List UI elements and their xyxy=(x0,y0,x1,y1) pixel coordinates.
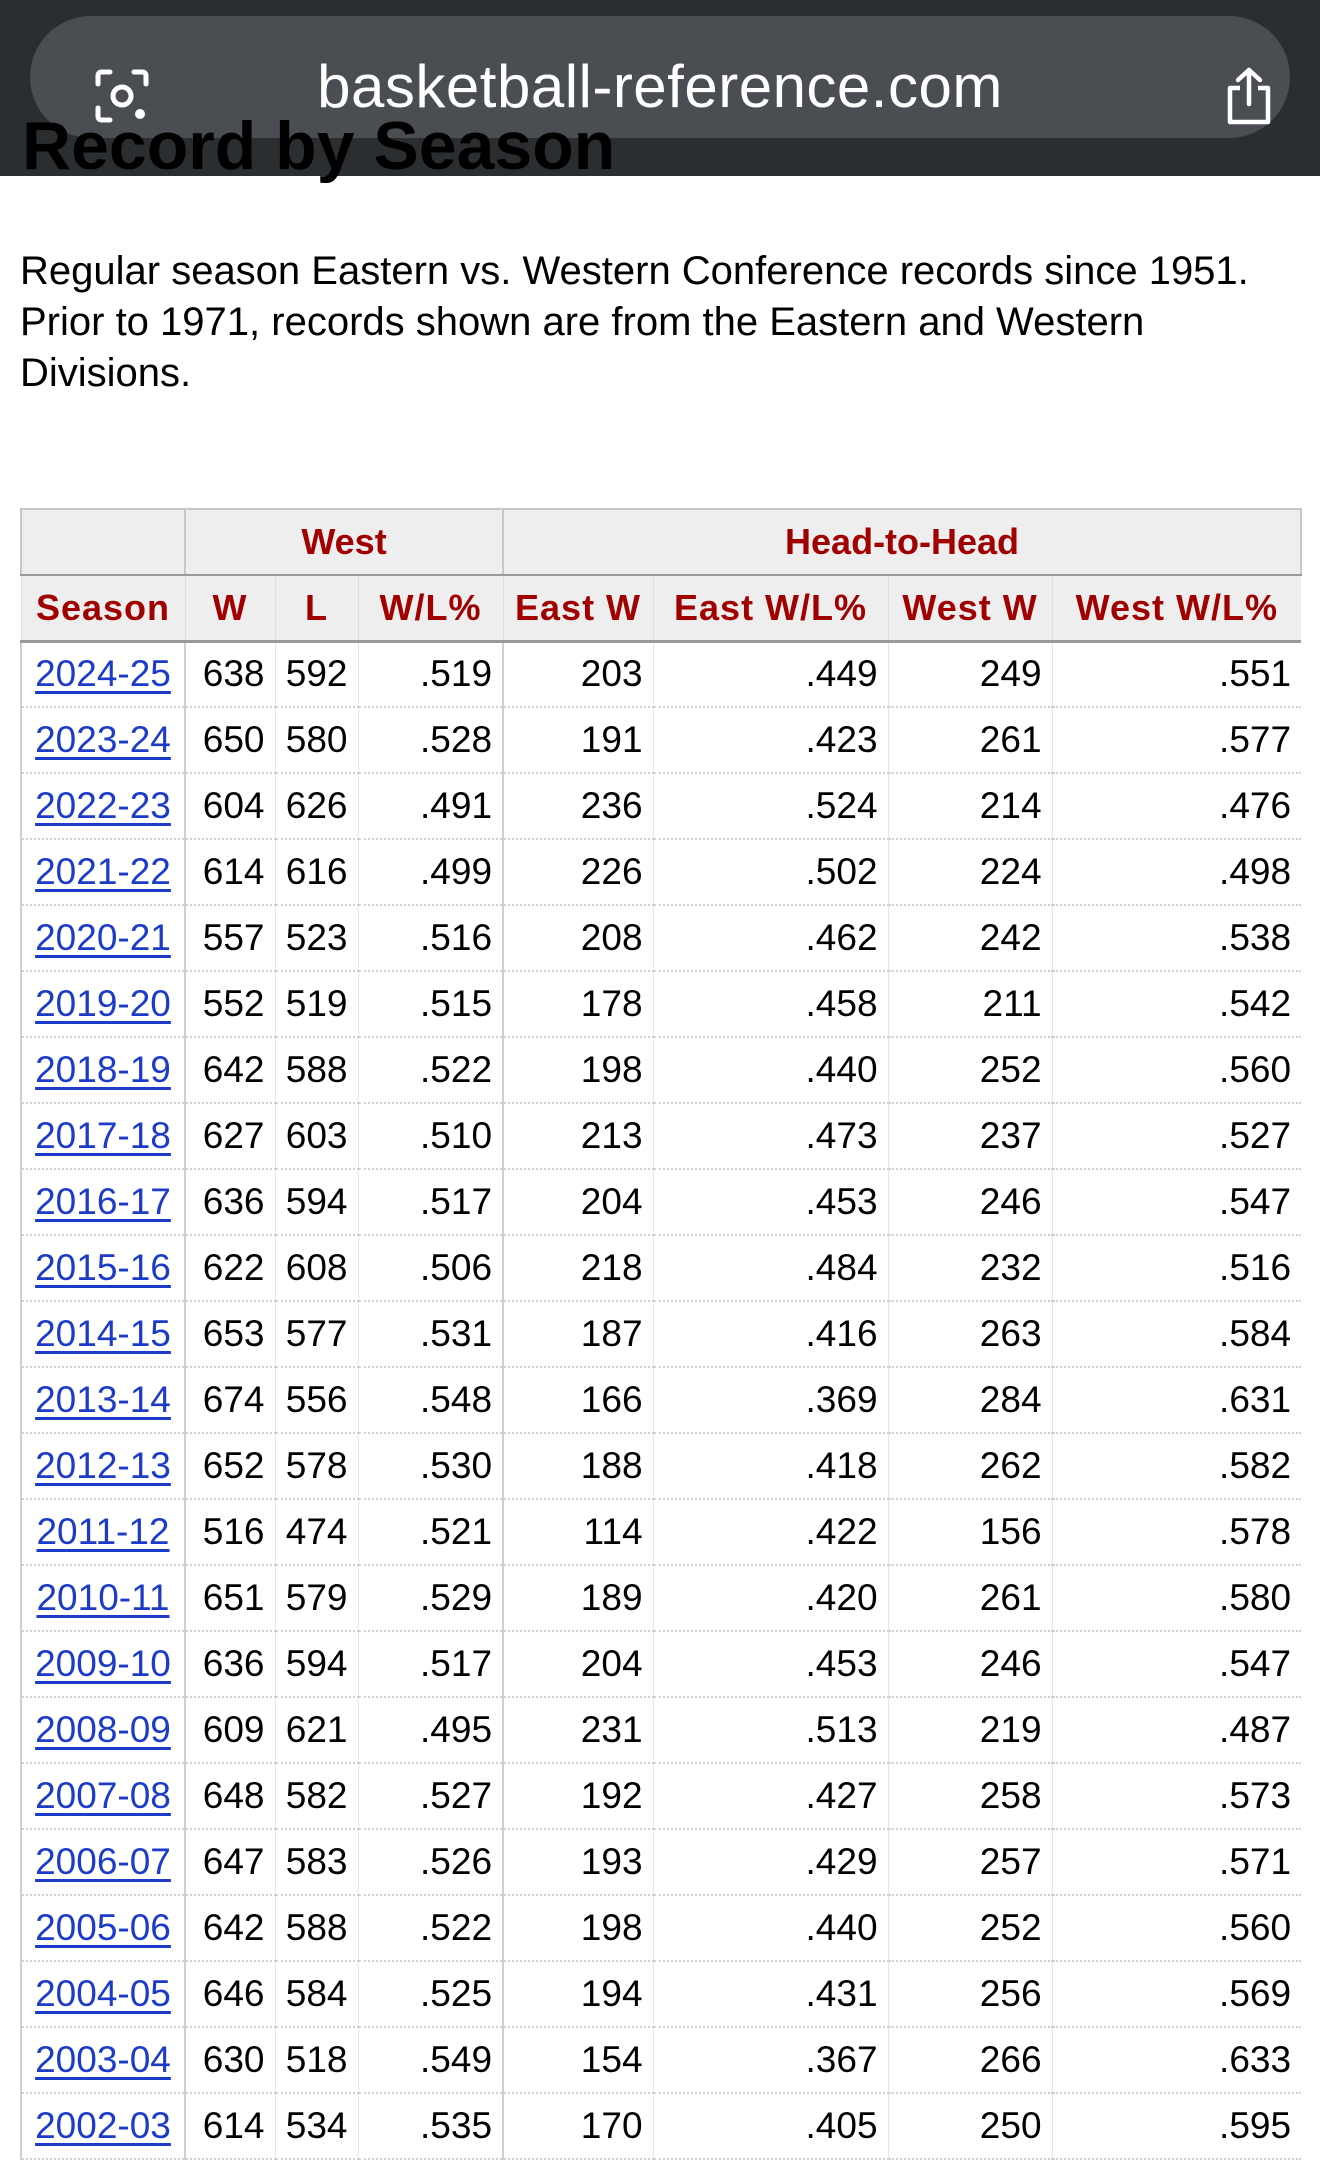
cell-wl-pct: .516 xyxy=(358,905,503,971)
cell-w: 604 xyxy=(185,773,275,839)
cell-l: 608 xyxy=(275,1235,358,1301)
cell-west-w: 219 xyxy=(888,1697,1052,1763)
cell-w: 674 xyxy=(185,1367,275,1433)
cell-wl-pct: .548 xyxy=(358,1367,503,1433)
season-link[interactable]: 2004-05 xyxy=(35,1973,171,2014)
table-row xyxy=(21,1169,1301,1235)
col-east-wl-pct[interactable]: East W/L% xyxy=(653,575,888,641)
cell-east-wl-pct: .423 xyxy=(653,707,888,773)
cell-east-wl-pct: .369 xyxy=(653,1367,888,1433)
season-link[interactable]: 2017-18 xyxy=(35,1115,171,1156)
col-wl-pct[interactable]: W/L% xyxy=(358,575,503,641)
cell-season xyxy=(21,1037,185,1103)
cell-east-w: 154 xyxy=(503,2027,653,2093)
column-header-row xyxy=(21,575,1301,641)
cell-east-wl-pct: .440 xyxy=(653,1037,888,1103)
cell-l: 594 xyxy=(275,1631,358,1697)
cell-w: 557 xyxy=(185,905,275,971)
cell-west-wl-pct: .542 xyxy=(1052,971,1301,1037)
cell-east-wl-pct: .418 xyxy=(653,1433,888,1499)
cell-east-wl-pct: .513 xyxy=(653,1697,888,1763)
cell-east-wl-pct: .449 xyxy=(653,641,888,707)
cell-wl-pct: .495 xyxy=(358,1697,503,1763)
table-row xyxy=(21,773,1301,839)
cell-east-w: 198 xyxy=(503,1037,653,1103)
cell-west-w: 258 xyxy=(888,1763,1052,1829)
table-row xyxy=(21,1301,1301,1367)
cell-west-w: 252 xyxy=(888,1895,1052,1961)
cell-wl-pct: .517 xyxy=(358,1169,503,1235)
season-link[interactable]: 2016-17 xyxy=(35,1181,171,1222)
cell-l: 582 xyxy=(275,1763,358,1829)
cell-l: 603 xyxy=(275,1103,358,1169)
cell-east-w: 194 xyxy=(503,1961,653,2027)
table-row xyxy=(21,905,1301,971)
cell-l: 534 xyxy=(275,2093,358,2159)
cell-w: 622 xyxy=(185,1235,275,1301)
cell-w: 614 xyxy=(185,2093,275,2159)
season-link[interactable]: 2022-23 xyxy=(35,785,171,826)
cell-east-w: 236 xyxy=(503,773,653,839)
cell-west-w: 232 xyxy=(888,1235,1052,1301)
cell-w: 614 xyxy=(185,839,275,905)
cell-w: 647 xyxy=(185,1829,275,1895)
cell-w: 627 xyxy=(185,1103,275,1169)
cell-w: 636 xyxy=(185,1631,275,1697)
cell-season xyxy=(21,905,185,971)
table-row xyxy=(21,1235,1301,1301)
cell-west-w: 262 xyxy=(888,1433,1052,1499)
season-link[interactable]: 2012-13 xyxy=(35,1445,171,1486)
col-west-wl-pct[interactable]: West W/L% xyxy=(1052,575,1301,641)
cell-l: 556 xyxy=(275,1367,358,1433)
cell-w: 648 xyxy=(185,1763,275,1829)
cell-wl-pct: .510 xyxy=(358,1103,503,1169)
table-row xyxy=(21,1037,1301,1103)
cell-l: 588 xyxy=(275,1037,358,1103)
cell-season xyxy=(21,1367,185,1433)
cell-east-w: 204 xyxy=(503,1169,653,1235)
col-east-w[interactable]: East W xyxy=(503,575,653,641)
group-header-row xyxy=(21,509,1301,575)
cell-west-w: 250 xyxy=(888,2093,1052,2159)
season-link[interactable]: 2006-07 xyxy=(35,1841,171,1882)
cell-east-wl-pct: .405 xyxy=(653,2093,888,2159)
cell-season xyxy=(21,2027,185,2093)
cell-season xyxy=(21,1565,185,1631)
cell-w: 651 xyxy=(185,1565,275,1631)
cell-west-w: 261 xyxy=(888,1565,1052,1631)
cell-east-wl-pct: .453 xyxy=(653,1631,888,1697)
group-header-west: West xyxy=(185,509,503,575)
cell-west-wl-pct: .631 xyxy=(1052,1367,1301,1433)
cell-east-wl-pct: .502 xyxy=(653,839,888,905)
cell-east-w: 198 xyxy=(503,1895,653,1961)
season-link[interactable]: 2011-12 xyxy=(36,1511,170,1552)
col-w[interactable]: W xyxy=(185,575,275,641)
cell-west-w: 214 xyxy=(888,773,1052,839)
cell-west-wl-pct: .538 xyxy=(1052,905,1301,971)
cell-w: 650 xyxy=(185,707,275,773)
cell-wl-pct: .525 xyxy=(358,1961,503,2027)
table-row xyxy=(21,1499,1301,1565)
cell-west-wl-pct: .571 xyxy=(1052,1829,1301,1895)
cell-east-wl-pct: .416 xyxy=(653,1301,888,1367)
cell-west-wl-pct: .516 xyxy=(1052,1235,1301,1301)
cell-season xyxy=(21,839,185,905)
cell-wl-pct: .522 xyxy=(358,1037,503,1103)
season-link[interactable]: 2024-25 xyxy=(35,653,171,695)
cell-w: 636 xyxy=(185,1169,275,1235)
group-header-h2h: Head-to-Head xyxy=(503,509,1301,575)
cell-wl-pct: .529 xyxy=(358,1565,503,1631)
table-row xyxy=(21,707,1301,773)
cell-w: 642 xyxy=(185,1895,275,1961)
cell-season xyxy=(21,1235,185,1301)
cell-l: 519 xyxy=(275,971,358,1037)
table-row xyxy=(21,1103,1301,1169)
cell-w: 652 xyxy=(185,1433,275,1499)
records-table xyxy=(20,508,1302,2160)
cell-east-wl-pct: .524 xyxy=(653,773,888,839)
cell-wl-pct: .526 xyxy=(358,1829,503,1895)
cell-season xyxy=(21,1697,185,1763)
cell-west-w: 252 xyxy=(888,1037,1052,1103)
cell-east-w: 203 xyxy=(503,641,653,707)
url-text[interactable]: basketball-reference.com xyxy=(317,53,1003,120)
intro-paragraph: Regular season Eastern vs. Western Conference records since 1951. Prior to 1971, records shown are from the Eastern and Western Divisions. xyxy=(20,249,1249,395)
cell-wl-pct: .549 xyxy=(358,2027,503,2093)
cell-w: 646 xyxy=(185,1961,275,2027)
share-icon[interactable] xyxy=(1220,66,1278,128)
cell-l: 621 xyxy=(275,1697,358,1763)
cell-east-wl-pct: .420 xyxy=(653,1565,888,1631)
cell-west-wl-pct: .584 xyxy=(1052,1301,1301,1367)
cell-east-wl-pct: .367 xyxy=(653,2027,888,2093)
cell-east-w: 231 xyxy=(503,1697,653,1763)
col-season[interactable]: Season xyxy=(21,575,185,641)
cell-season xyxy=(21,1961,185,2027)
cell-l: 616 xyxy=(275,839,358,905)
season-link[interactable]: 2018-19 xyxy=(35,1049,171,1090)
cell-east-w: 226 xyxy=(503,839,653,905)
season-link[interactable]: 2002-03 xyxy=(35,2105,171,2146)
cell-l: 626 xyxy=(275,773,358,839)
cell-east-w: 189 xyxy=(503,1565,653,1631)
cell-east-wl-pct: .484 xyxy=(653,1235,888,1301)
cell-east-wl-pct: .453 xyxy=(653,1169,888,1235)
table-row xyxy=(21,1961,1301,2027)
season-link[interactable]: 2015-16 xyxy=(35,1247,171,1288)
table-row xyxy=(21,1763,1301,1829)
cell-wl-pct: .491 xyxy=(358,773,503,839)
cell-east-w: 187 xyxy=(503,1301,653,1367)
cell-east-w: 218 xyxy=(503,1235,653,1301)
table-row xyxy=(21,1433,1301,1499)
cell-season xyxy=(21,1499,185,1565)
cell-east-w: 192 xyxy=(503,1763,653,1829)
cell-wl-pct: .535 xyxy=(358,2093,503,2159)
cell-w: 516 xyxy=(185,1499,275,1565)
cell-east-w: 178 xyxy=(503,971,653,1037)
cell-wl-pct: .517 xyxy=(358,1631,503,1697)
col-l[interactable]: L xyxy=(275,575,358,641)
cell-season xyxy=(21,773,185,839)
cell-l: 577 xyxy=(275,1301,358,1367)
cell-east-w: 166 xyxy=(503,1367,653,1433)
cell-l: 579 xyxy=(275,1565,358,1631)
cell-w: 638 xyxy=(185,641,275,707)
table-row xyxy=(21,2027,1301,2093)
cell-west-wl-pct: .487 xyxy=(1052,1697,1301,1763)
cell-east-w: 170 xyxy=(503,2093,653,2159)
cell-west-w: 261 xyxy=(888,707,1052,773)
cell-l: 580 xyxy=(275,707,358,773)
cell-east-w: 208 xyxy=(503,905,653,971)
cell-east-wl-pct: .440 xyxy=(653,1895,888,1961)
cell-west-wl-pct: .547 xyxy=(1052,1631,1301,1697)
cell-west-w: 284 xyxy=(888,1367,1052,1433)
cell-season xyxy=(21,641,185,707)
cell-w: 630 xyxy=(185,2027,275,2093)
cell-l: 518 xyxy=(275,2027,358,2093)
cell-west-w: 257 xyxy=(888,1829,1052,1895)
cell-west-wl-pct: .595 xyxy=(1052,2093,1301,2159)
cell-season xyxy=(21,1433,185,1499)
cell-west-wl-pct: .633 xyxy=(1052,2027,1301,2093)
cell-east-w: 188 xyxy=(503,1433,653,1499)
table-body xyxy=(21,641,1301,2159)
cell-west-w: 211 xyxy=(888,971,1052,1037)
table-row xyxy=(21,1697,1301,1763)
cell-west-wl-pct: .582 xyxy=(1052,1433,1301,1499)
col-west-w[interactable]: West W xyxy=(888,575,1052,641)
cell-west-wl-pct: .498 xyxy=(1052,839,1301,905)
cell-east-wl-pct: .473 xyxy=(653,1103,888,1169)
season-link[interactable]: 2007-08 xyxy=(35,1775,171,1816)
cell-west-w: 249 xyxy=(888,641,1052,707)
cell-west-wl-pct: .551 xyxy=(1052,641,1301,707)
cell-wl-pct: .522 xyxy=(358,1895,503,1961)
cell-west-wl-pct: .560 xyxy=(1052,1037,1301,1103)
cell-season xyxy=(21,1103,185,1169)
cell-west-wl-pct: .476 xyxy=(1052,773,1301,839)
season-link[interactable]: 2020-21 xyxy=(35,917,171,958)
cell-wl-pct: .521 xyxy=(358,1499,503,1565)
cell-west-wl-pct: .560 xyxy=(1052,1895,1301,1961)
cell-w: 653 xyxy=(185,1301,275,1367)
season-link[interactable]: 2019-20 xyxy=(35,983,171,1024)
season-link[interactable]: 2003-04 xyxy=(35,2039,171,2080)
cell-east-wl-pct: .458 xyxy=(653,971,888,1037)
cell-season xyxy=(21,1763,185,1829)
cell-west-wl-pct: .577 xyxy=(1052,707,1301,773)
table-row xyxy=(21,1829,1301,1895)
table-row xyxy=(21,1565,1301,1631)
cell-west-w: 237 xyxy=(888,1103,1052,1169)
cell-east-w: 114 xyxy=(503,1499,653,1565)
cell-w: 609 xyxy=(185,1697,275,1763)
cell-wl-pct: .530 xyxy=(358,1433,503,1499)
cell-west-wl-pct: .569 xyxy=(1052,1961,1301,2027)
cell-wl-pct: .531 xyxy=(358,1301,503,1367)
cell-east-wl-pct: .422 xyxy=(653,1499,888,1565)
season-link[interactable]: 2009-10 xyxy=(35,1643,171,1684)
cell-l: 578 xyxy=(275,1433,358,1499)
cell-west-w: 266 xyxy=(888,2027,1052,2093)
cell-east-wl-pct: .427 xyxy=(653,1763,888,1829)
cell-west-wl-pct: .547 xyxy=(1052,1169,1301,1235)
cell-l: 474 xyxy=(275,1499,358,1565)
table-row xyxy=(21,641,1301,707)
cell-l: 584 xyxy=(275,1961,358,2027)
cell-west-wl-pct: .527 xyxy=(1052,1103,1301,1169)
season-link[interactable]: 2014-15 xyxy=(35,1313,171,1354)
cell-season xyxy=(21,2093,185,2159)
table-row xyxy=(21,2093,1301,2159)
table-row xyxy=(21,1367,1301,1433)
cell-l: 594 xyxy=(275,1169,358,1235)
table-row xyxy=(21,971,1301,1037)
cell-east-wl-pct: .462 xyxy=(653,905,888,971)
season-link[interactable]: 2023-24 xyxy=(35,719,171,760)
season-link[interactable]: 2008-09 xyxy=(35,1709,171,1750)
cell-west-w: 246 xyxy=(888,1631,1052,1697)
cell-west-w: 224 xyxy=(888,839,1052,905)
season-link[interactable]: 2010-11 xyxy=(36,1577,170,1618)
cell-l: 523 xyxy=(275,905,358,971)
table-row xyxy=(21,1895,1301,1961)
season-link[interactable]: 2013-14 xyxy=(35,1379,171,1420)
cell-season xyxy=(21,707,185,773)
cell-west-w: 242 xyxy=(888,905,1052,971)
cell-wl-pct: .499 xyxy=(358,839,503,905)
cell-west-w: 256 xyxy=(888,1961,1052,2027)
cell-east-w: 191 xyxy=(503,707,653,773)
cell-east-w: 213 xyxy=(503,1103,653,1169)
cell-w: 552 xyxy=(185,971,275,1037)
cell-season xyxy=(21,1301,185,1367)
cell-season xyxy=(21,971,185,1037)
cell-wl-pct: .527 xyxy=(358,1763,503,1829)
cell-east-w: 193 xyxy=(503,1829,653,1895)
group-header-blank xyxy=(21,509,185,575)
cell-wl-pct: .519 xyxy=(358,641,503,707)
cell-west-wl-pct: .578 xyxy=(1052,1499,1301,1565)
cell-wl-pct: .506 xyxy=(358,1235,503,1301)
cell-west-w: 263 xyxy=(888,1301,1052,1367)
table-row xyxy=(21,839,1301,905)
cell-season xyxy=(21,1169,185,1235)
cell-l: 588 xyxy=(275,1895,358,1961)
cell-l: 592 xyxy=(275,641,358,707)
cell-season xyxy=(21,1631,185,1697)
cell-w: 642 xyxy=(185,1037,275,1103)
section-heading-fragment: Record by Season xyxy=(22,108,616,184)
season-link[interactable]: 2005-06 xyxy=(35,1907,171,1948)
cell-east-wl-pct: .431 xyxy=(653,1961,888,2027)
cell-east-wl-pct: .429 xyxy=(653,1829,888,1895)
cell-season xyxy=(21,1895,185,1961)
cell-wl-pct: .515 xyxy=(358,971,503,1037)
cell-west-wl-pct: .580 xyxy=(1052,1565,1301,1631)
cell-west-w: 156 xyxy=(888,1499,1052,1565)
cell-west-wl-pct: .573 xyxy=(1052,1763,1301,1829)
cell-wl-pct: .528 xyxy=(358,707,503,773)
table-row xyxy=(21,1631,1301,1697)
cell-east-w: 204 xyxy=(503,1631,653,1697)
cell-season xyxy=(21,1829,185,1895)
cell-l: 583 xyxy=(275,1829,358,1895)
cell-west-w: 246 xyxy=(888,1169,1052,1235)
season-link[interactable]: 2021-22 xyxy=(35,851,171,892)
